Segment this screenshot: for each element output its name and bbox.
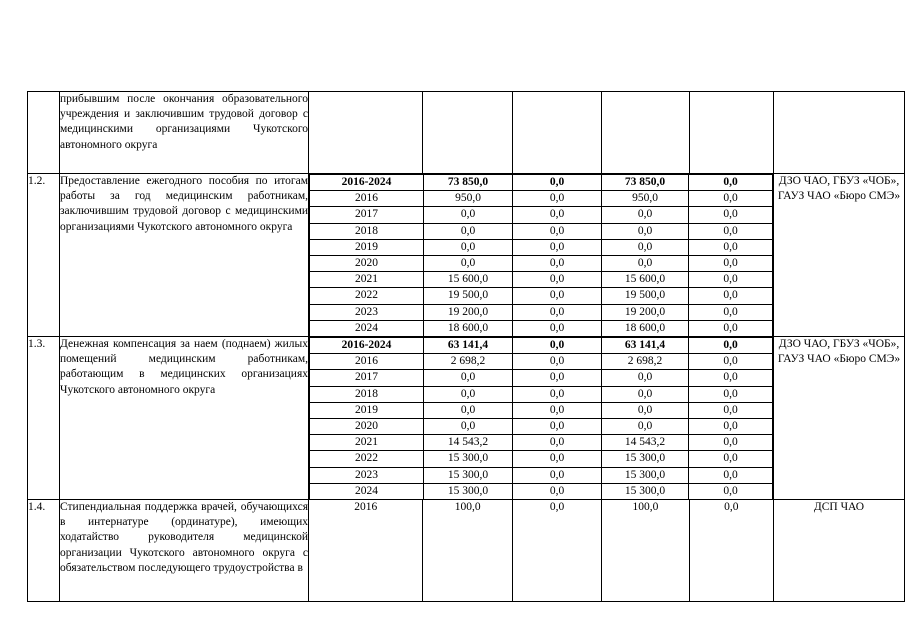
regional-value: 73 850,0 <box>602 175 689 191</box>
period-value: 2022 <box>310 451 424 467</box>
year-row <box>310 320 773 336</box>
regional-value: 100,0 <box>632 501 659 514</box>
regional-value: 19 500,0 <box>602 288 689 304</box>
year-row <box>310 239 773 255</box>
total-value: 0,0 <box>424 386 513 402</box>
responsible-executors: ДЗО ЧАО, ГБУЗ «ЧОБ», ГАУЗ ЧАО «Бюро СМЭ» <box>774 337 905 500</box>
other-value: 0,0 <box>689 256 773 272</box>
regional-cell <box>602 500 689 602</box>
other-value: 0,0 <box>689 386 773 402</box>
period-value: 2021 <box>310 435 424 451</box>
period-value: 2022 <box>310 288 424 304</box>
total-value: 0,0 <box>424 207 513 223</box>
period-value: 2016 <box>310 191 424 207</box>
period-value: 2019 <box>310 402 424 418</box>
federal-value: 0,0 <box>513 239 602 255</box>
year-row <box>310 467 773 483</box>
total-cell <box>423 500 512 602</box>
regional-value: 0,0 <box>602 370 689 386</box>
total-value: 15 600,0 <box>424 272 513 288</box>
total-value: 0,0 <box>424 256 513 272</box>
funding-by-year <box>309 337 773 499</box>
row-number: 1.2. <box>28 174 60 337</box>
year-row <box>310 370 773 386</box>
period-value: 2019 <box>310 239 424 255</box>
federal-value: 0,0 <box>513 419 602 435</box>
other-value: 0,0 <box>689 451 773 467</box>
table-row <box>28 500 905 602</box>
period-value: 2016 <box>310 354 424 370</box>
row-number: 1.4. <box>28 500 60 602</box>
total-value: 0,0 <box>424 223 513 239</box>
total-value: 14 543,2 <box>424 435 513 451</box>
regional-value: 0,0 <box>602 256 689 272</box>
year-row <box>310 304 773 320</box>
other-value: 0,0 <box>689 419 773 435</box>
period-value: 2023 <box>310 304 424 320</box>
regional-value: 950,0 <box>602 191 689 207</box>
measure-description: прибывшим после окончания образовательного учреждения и заключившим трудовой договор с медицинскими организациями Чукотского автономного округа <box>60 92 309 174</box>
year-row <box>310 338 773 354</box>
measure-description: Денежная компенсация за наем (поднаем) жилых помещений медицинским работникам, работающим в медицинских организациях Чукотского автономного округа <box>60 337 309 500</box>
year-row <box>310 223 773 239</box>
regional-value: 18 600,0 <box>602 320 689 336</box>
responsible-executors <box>774 92 905 174</box>
federal-value: 0,0 <box>513 304 602 320</box>
federal-value: 0,0 <box>513 338 602 354</box>
year-row <box>310 175 773 191</box>
other-cell <box>689 500 773 602</box>
other-value: 0,0 <box>689 338 773 354</box>
other-value: 0,0 <box>689 207 773 223</box>
table-row <box>28 174 905 337</box>
empty-cell <box>309 92 423 174</box>
period-value: 2016-2024 <box>310 175 424 191</box>
period-value: 2024 <box>310 483 424 499</box>
period-value: 2018 <box>310 223 424 239</box>
regional-value: 19 200,0 <box>602 304 689 320</box>
regional-value: 15 300,0 <box>602 467 689 483</box>
funding-block <box>309 337 774 500</box>
other-value: 0,0 <box>689 288 773 304</box>
empty-cell <box>689 92 773 174</box>
period-value: 2024 <box>310 320 424 336</box>
measure-description: Стипендиальная поддержка врачей, обучающихся в интернатуре (ординатуре), имеющих ходатайство руководителя медицинской организации Чукотского автономного округа с обязательством последующего трудоустройства в <box>60 500 309 602</box>
federal-value: 0,0 <box>513 223 602 239</box>
period-value: 2021 <box>310 272 424 288</box>
year-row <box>310 207 773 223</box>
federal-value: 0,0 <box>513 370 602 386</box>
total-value: 0,0 <box>424 402 513 418</box>
table-row <box>28 92 905 174</box>
table-row <box>28 337 905 500</box>
federal-value: 0,0 <box>513 320 602 336</box>
total-value: 100,0 <box>454 501 481 514</box>
other-value: 0,0 <box>689 467 773 483</box>
other-value: 0,0 <box>689 354 773 370</box>
period-value: 2020 <box>310 256 424 272</box>
federal-value: 0,0 <box>513 386 602 402</box>
other-value: 0,0 <box>689 370 773 386</box>
federal-value: 0,0 <box>513 288 602 304</box>
other-value: 0,0 <box>689 191 773 207</box>
total-value: 19 500,0 <box>424 288 513 304</box>
federal-value: 0,0 <box>513 435 602 451</box>
other-value: 0,0 <box>689 304 773 320</box>
period-value: 2017 <box>310 370 424 386</box>
federal-value: 0,0 <box>513 467 602 483</box>
federal-cell <box>512 500 601 602</box>
federal-value: 0,0 <box>513 354 602 370</box>
total-value: 0,0 <box>424 239 513 255</box>
period-value: 2016-2024 <box>310 338 424 354</box>
period-value: 2018 <box>310 386 424 402</box>
federal-value: 0,0 <box>513 272 602 288</box>
year-row <box>310 402 773 418</box>
responsible-executors: ДЗО ЧАО, ГБУЗ «ЧОБ», ГАУЗ ЧАО «Бюро СМЭ» <box>774 174 905 337</box>
empty-cell <box>602 92 689 174</box>
total-value: 18 600,0 <box>424 320 513 336</box>
period-value: 2017 <box>310 207 424 223</box>
other-value: 0,0 <box>689 402 773 418</box>
funding-by-year <box>309 174 773 336</box>
year-row <box>310 354 773 370</box>
year-row <box>310 272 773 288</box>
total-value: 73 850,0 <box>424 175 513 191</box>
funding-block <box>309 174 774 337</box>
federal-value: 0,0 <box>513 256 602 272</box>
regional-value: 63 141,4 <box>602 338 689 354</box>
total-value: 15 300,0 <box>424 467 513 483</box>
empty-cell <box>423 92 512 174</box>
regional-value: 15 600,0 <box>602 272 689 288</box>
year-row <box>310 451 773 467</box>
empty-cell <box>512 92 601 174</box>
federal-value: 0,0 <box>513 175 602 191</box>
federal-value: 0,0 <box>513 451 602 467</box>
regional-value: 0,0 <box>602 239 689 255</box>
total-value: 19 200,0 <box>424 304 513 320</box>
other-value: 0,0 <box>689 435 773 451</box>
program-table <box>27 91 905 602</box>
row-number: 1.3. <box>28 337 60 500</box>
responsible-executors: ДСП ЧАО <box>774 500 905 602</box>
year-row <box>310 435 773 451</box>
regional-value: 15 300,0 <box>602 483 689 499</box>
federal-value: 0,0 <box>513 207 602 223</box>
federal-value: 0,0 <box>513 191 602 207</box>
year-row <box>310 191 773 207</box>
year-row <box>310 483 773 499</box>
total-value: 0,0 <box>424 370 513 386</box>
other-value: 0,0 <box>689 272 773 288</box>
row-number <box>28 92 60 174</box>
other-value: 0,0 <box>689 239 773 255</box>
total-value: 2 698,2 <box>424 354 513 370</box>
measure-description: Предоставление ежегодного пособия по итогам работы за год медицинским работникам, заключившим трудовой договор с медицинскими организациями Чукотского автономного округа <box>60 174 309 337</box>
regional-value: 0,0 <box>602 419 689 435</box>
regional-value: 15 300,0 <box>602 451 689 467</box>
other-value: 0,0 <box>689 320 773 336</box>
federal-value: 0,0 <box>549 501 565 514</box>
period-value: 2020 <box>310 419 424 435</box>
total-value: 15 300,0 <box>424 451 513 467</box>
federal-value: 0,0 <box>513 402 602 418</box>
year-row <box>310 256 773 272</box>
year-row <box>310 386 773 402</box>
total-value: 950,0 <box>424 191 513 207</box>
federal-value: 0,0 <box>513 483 602 499</box>
total-value: 63 141,4 <box>424 338 513 354</box>
other-value: 0,0 <box>689 175 773 191</box>
period-value: 2023 <box>310 467 424 483</box>
other-value: 0,0 <box>724 501 739 514</box>
regional-value: 2 698,2 <box>602 354 689 370</box>
other-value: 0,0 <box>689 483 773 499</box>
year-row <box>310 419 773 435</box>
regional-value: 0,0 <box>602 402 689 418</box>
regional-value: 0,0 <box>602 386 689 402</box>
total-value: 0,0 <box>424 419 513 435</box>
regional-value: 0,0 <box>602 223 689 239</box>
period-value: 2016 <box>354 501 378 514</box>
regional-value: 14 543,2 <box>602 435 689 451</box>
regional-value: 0,0 <box>602 207 689 223</box>
year-row <box>310 288 773 304</box>
period-cell <box>309 500 423 602</box>
total-value: 15 300,0 <box>424 483 513 499</box>
other-value: 0,0 <box>689 223 773 239</box>
